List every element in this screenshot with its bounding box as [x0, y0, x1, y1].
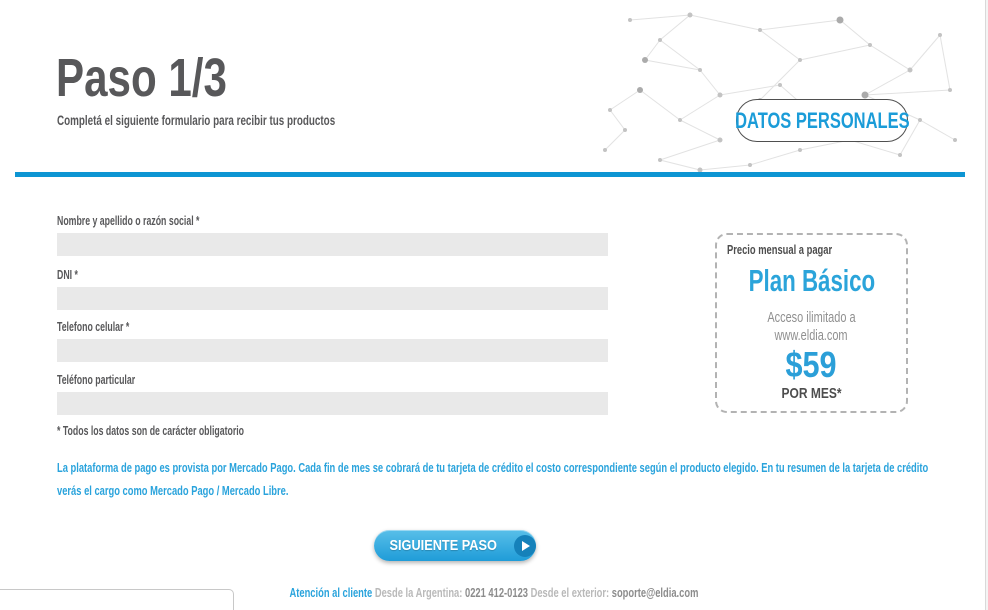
support-email[interactable]: soporte@eldia.com: [611, 585, 699, 600]
label-nombre: Nombre y apellido o razón social *: [57, 214, 200, 228]
payment-provider-note: La plataforma de pago es provista por Mercado Pago. Cada fin de mes se cobrará de tu tarjeta de crédito el costo correspondiente según el producto elegido. En tu resumen de la tarjeta de crédito verás el cargo como Mercado Pago / Mercado Libre.: [57, 460, 929, 498]
page-title: Paso 1/3: [56, 48, 227, 108]
right-edge-line: [985, 0, 986, 610]
input-telefono-particular[interactable]: [57, 392, 608, 415]
plan-box-header: Precio mensual a pagar: [727, 242, 833, 257]
play-icon: [514, 535, 536, 557]
support-label: Atención al cliente: [289, 585, 373, 600]
input-telefono-celular[interactable]: [57, 339, 608, 362]
page-subtitle: Completá el siguiente formulario para recibir tus productos: [57, 113, 336, 128]
mandatory-fields-note: * Todos los datos son de carácter obligatorio: [57, 424, 245, 438]
input-dni[interactable]: [57, 287, 608, 310]
argentina-label: Desde la Argentina:: [374, 585, 463, 600]
bottom-left-panel: [0, 589, 234, 610]
siguiente-paso-button[interactable]: SIGUIENTE PASO: [374, 530, 536, 561]
network-decoration: [598, 0, 988, 178]
datos-personales-badge: DATOS PERSONALES: [736, 99, 908, 142]
plan-price: $59: [785, 344, 838, 385]
plan-price-box: [715, 233, 908, 413]
plan-name: Plan Básico: [748, 263, 875, 298]
input-nombre[interactable]: [57, 233, 608, 256]
argentina-phone: 0221 412-0123: [465, 585, 529, 600]
label-telefono-particular: Teléfono particular: [57, 373, 136, 387]
plan-description: Acceso ilimitado a www.eldia.com: [767, 309, 856, 344]
plan-period: POR MES*: [781, 385, 842, 402]
abroad-label: Desde el exterior:: [530, 585, 610, 600]
label-telefono-celular: Telefono celular *: [57, 320, 130, 334]
label-dni: DNI *: [57, 268, 78, 282]
section-divider: [15, 172, 965, 177]
